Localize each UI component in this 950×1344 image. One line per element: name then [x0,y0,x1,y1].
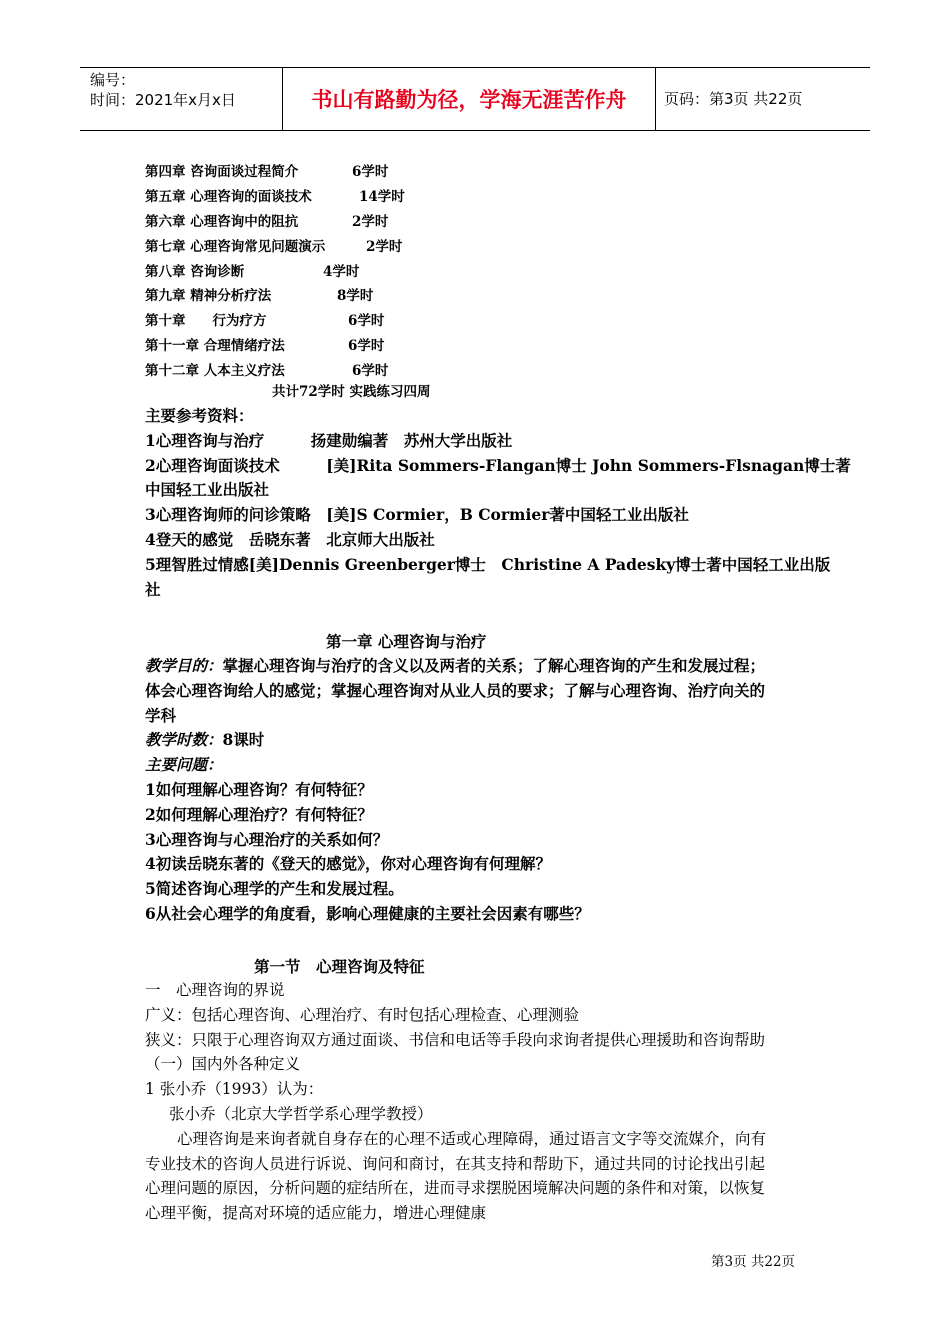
goal-text-line: 体会心理咨询给人的感觉；掌握心理咨询对从业人员的要求；了解与心理咨询、治疗向关的 [145,680,766,700]
toc-hours: 14学时 [359,189,405,206]
question-item: 6从社会心理学的角度看，影响心理健康的主要社会因素有哪些？ [145,903,590,923]
toc-row [145,356,625,381]
toc-row [145,183,625,208]
toc-chapter: 第六章 心理咨询中的阻抗 [145,213,299,230]
definitions-heading: （一）国内外各种定义 [145,1055,301,1074]
toc-chapter: 第八章 咨询诊断 [145,263,245,280]
question-item: 3心理咨询与心理治疗的关系如何？ [145,829,389,849]
toc-chapter: 第四章 咨询面谈过程简介 [145,164,299,181]
toc-hours: 6学时 [352,164,389,181]
section-title: 第一节 心理咨询及特征 [254,957,425,976]
header-motto: 书山有路勤为径，学海无涯苦作舟 [282,68,656,130]
references [145,404,851,602]
page-header [80,67,870,131]
hours-label: 教学时数： [145,730,223,750]
goal-text: 掌握心理咨询与治疗的含义以及两者的关系；了解心理咨询的产生和发展过程； [222,656,766,675]
subheading: 一 心理咨询的界说 [145,981,285,999]
toc-chapter: 第九章 精神分析疗法 [145,288,272,305]
toc-chapter: 第五章 心理咨询的面谈技术 [145,189,312,206]
paragraph-line: 心理咨询是来询者就自身存在的心理不适或心理障碍，通过语言文字等交流媒介，向有 [177,1129,767,1148]
paragraph-line: 专业技术的咨询人员进行诉说、询问和商讨，在其支持和帮助下，通过共同的讨论找出引起 [145,1154,766,1173]
reference-item-cont: 中国轻工业出版社 [145,480,270,500]
toc-row [145,208,625,233]
question-item: 4初读岳晓东著的《登天的感觉》，你对心理咨询有何理解？ [145,854,552,874]
references-title: 主要参考资料： [145,406,254,425]
question-item: 5简述咨询心理学的产生和发展过程。 [145,879,404,899]
goal-label: 教学目的： [145,656,223,675]
narrow-definition: 狭义：只限于心理咨询双方通过面谈、书信和电话等手段向求询者提供心理援助和咨询帮助 [145,1030,766,1049]
toc-hours: 2学时 [352,213,389,230]
toc-chapter: 第七章 心理咨询常见问题演示 [145,238,326,255]
zhang-info: 张小乔（北京大学哲学系心理学教授） [169,1104,433,1123]
chapter-title: 第一章 心理咨询与治疗 [326,632,487,651]
hours-value: 8课时 [222,730,265,750]
toc-hours: 2学时 [366,238,403,255]
toc-hours: 8学时 [337,288,374,305]
toc-row [145,307,625,332]
reference-item: 5理智胜过情感[美]Dennis Greenberger博士 Christine A Padesky博士著中国轻工业出版 [145,554,831,574]
section1-body [145,978,810,1226]
page-footer: 第3页 共22页 [711,1254,796,1270]
question-item: 1如何理解心理咨询？有何特征？ [145,779,373,799]
toc-hours: 6学时 [348,337,385,354]
time-label: 时间：2021年x月x日 [90,91,236,109]
questions-label: 主要问题： [145,755,223,775]
toc-chapter: 第十一章 合理情绪疗法 [145,337,285,354]
toc-row [145,257,625,282]
paragraph-line: 心理平衡，提高对环境的适应能力，增进心理健康 [145,1204,487,1223]
goal-text-line: 学科 [145,705,177,725]
reference-item: 3心理咨询师的问诊策略 [美]S Cormier，B Cormier著中国轻工业出版社 [145,505,689,525]
toc-hours: 6学时 [352,362,389,379]
question-item: 2如何理解心理治疗？有何特征？ [145,804,373,824]
broad-definition: 广义：包括心理咨询、心理治疗、有时包括心理检查、心理测验 [145,1005,580,1024]
toc-row [145,282,625,307]
paragraph-line: 心理问题的原因，分析问题的症结所在，进而寻求摆脱困境解决问题的条件和对策，以恢复 [145,1179,766,1198]
toc-row [145,158,625,183]
toc-list [145,158,625,381]
reference-item-cont: 社 [145,579,161,599]
reference-item: 1心理咨询与治疗 扬建勋编著 苏州大学出版社 [145,430,513,450]
chapter1-body [145,654,810,927]
toc-hours: 4学时 [323,263,360,280]
toc-chapter: 第十章 行为疗方 [145,313,267,330]
header-left [90,70,236,110]
reference-item: 2心理咨询面谈技术 [美]Rita Sommers-Flangan博士 John Sommers-Flsnagan博士著 [145,455,851,475]
toc-row [145,232,625,257]
toc-chapter: 第十二章 人本主义疗法 [145,362,285,379]
header-page-label: 页码：第3页 共22页 [664,90,803,108]
reference-item: 4登天的感觉 岳晓东著 北京师大出版社 [145,529,435,549]
toc-row [145,332,625,357]
toc-total: 共计72学时 实践练习四周 [272,384,431,400]
toc-hours: 6学时 [348,313,385,330]
zhang-heading: 1 张小乔（1993）认为： [145,1080,324,1099]
number-label: 编号： [90,71,136,89]
